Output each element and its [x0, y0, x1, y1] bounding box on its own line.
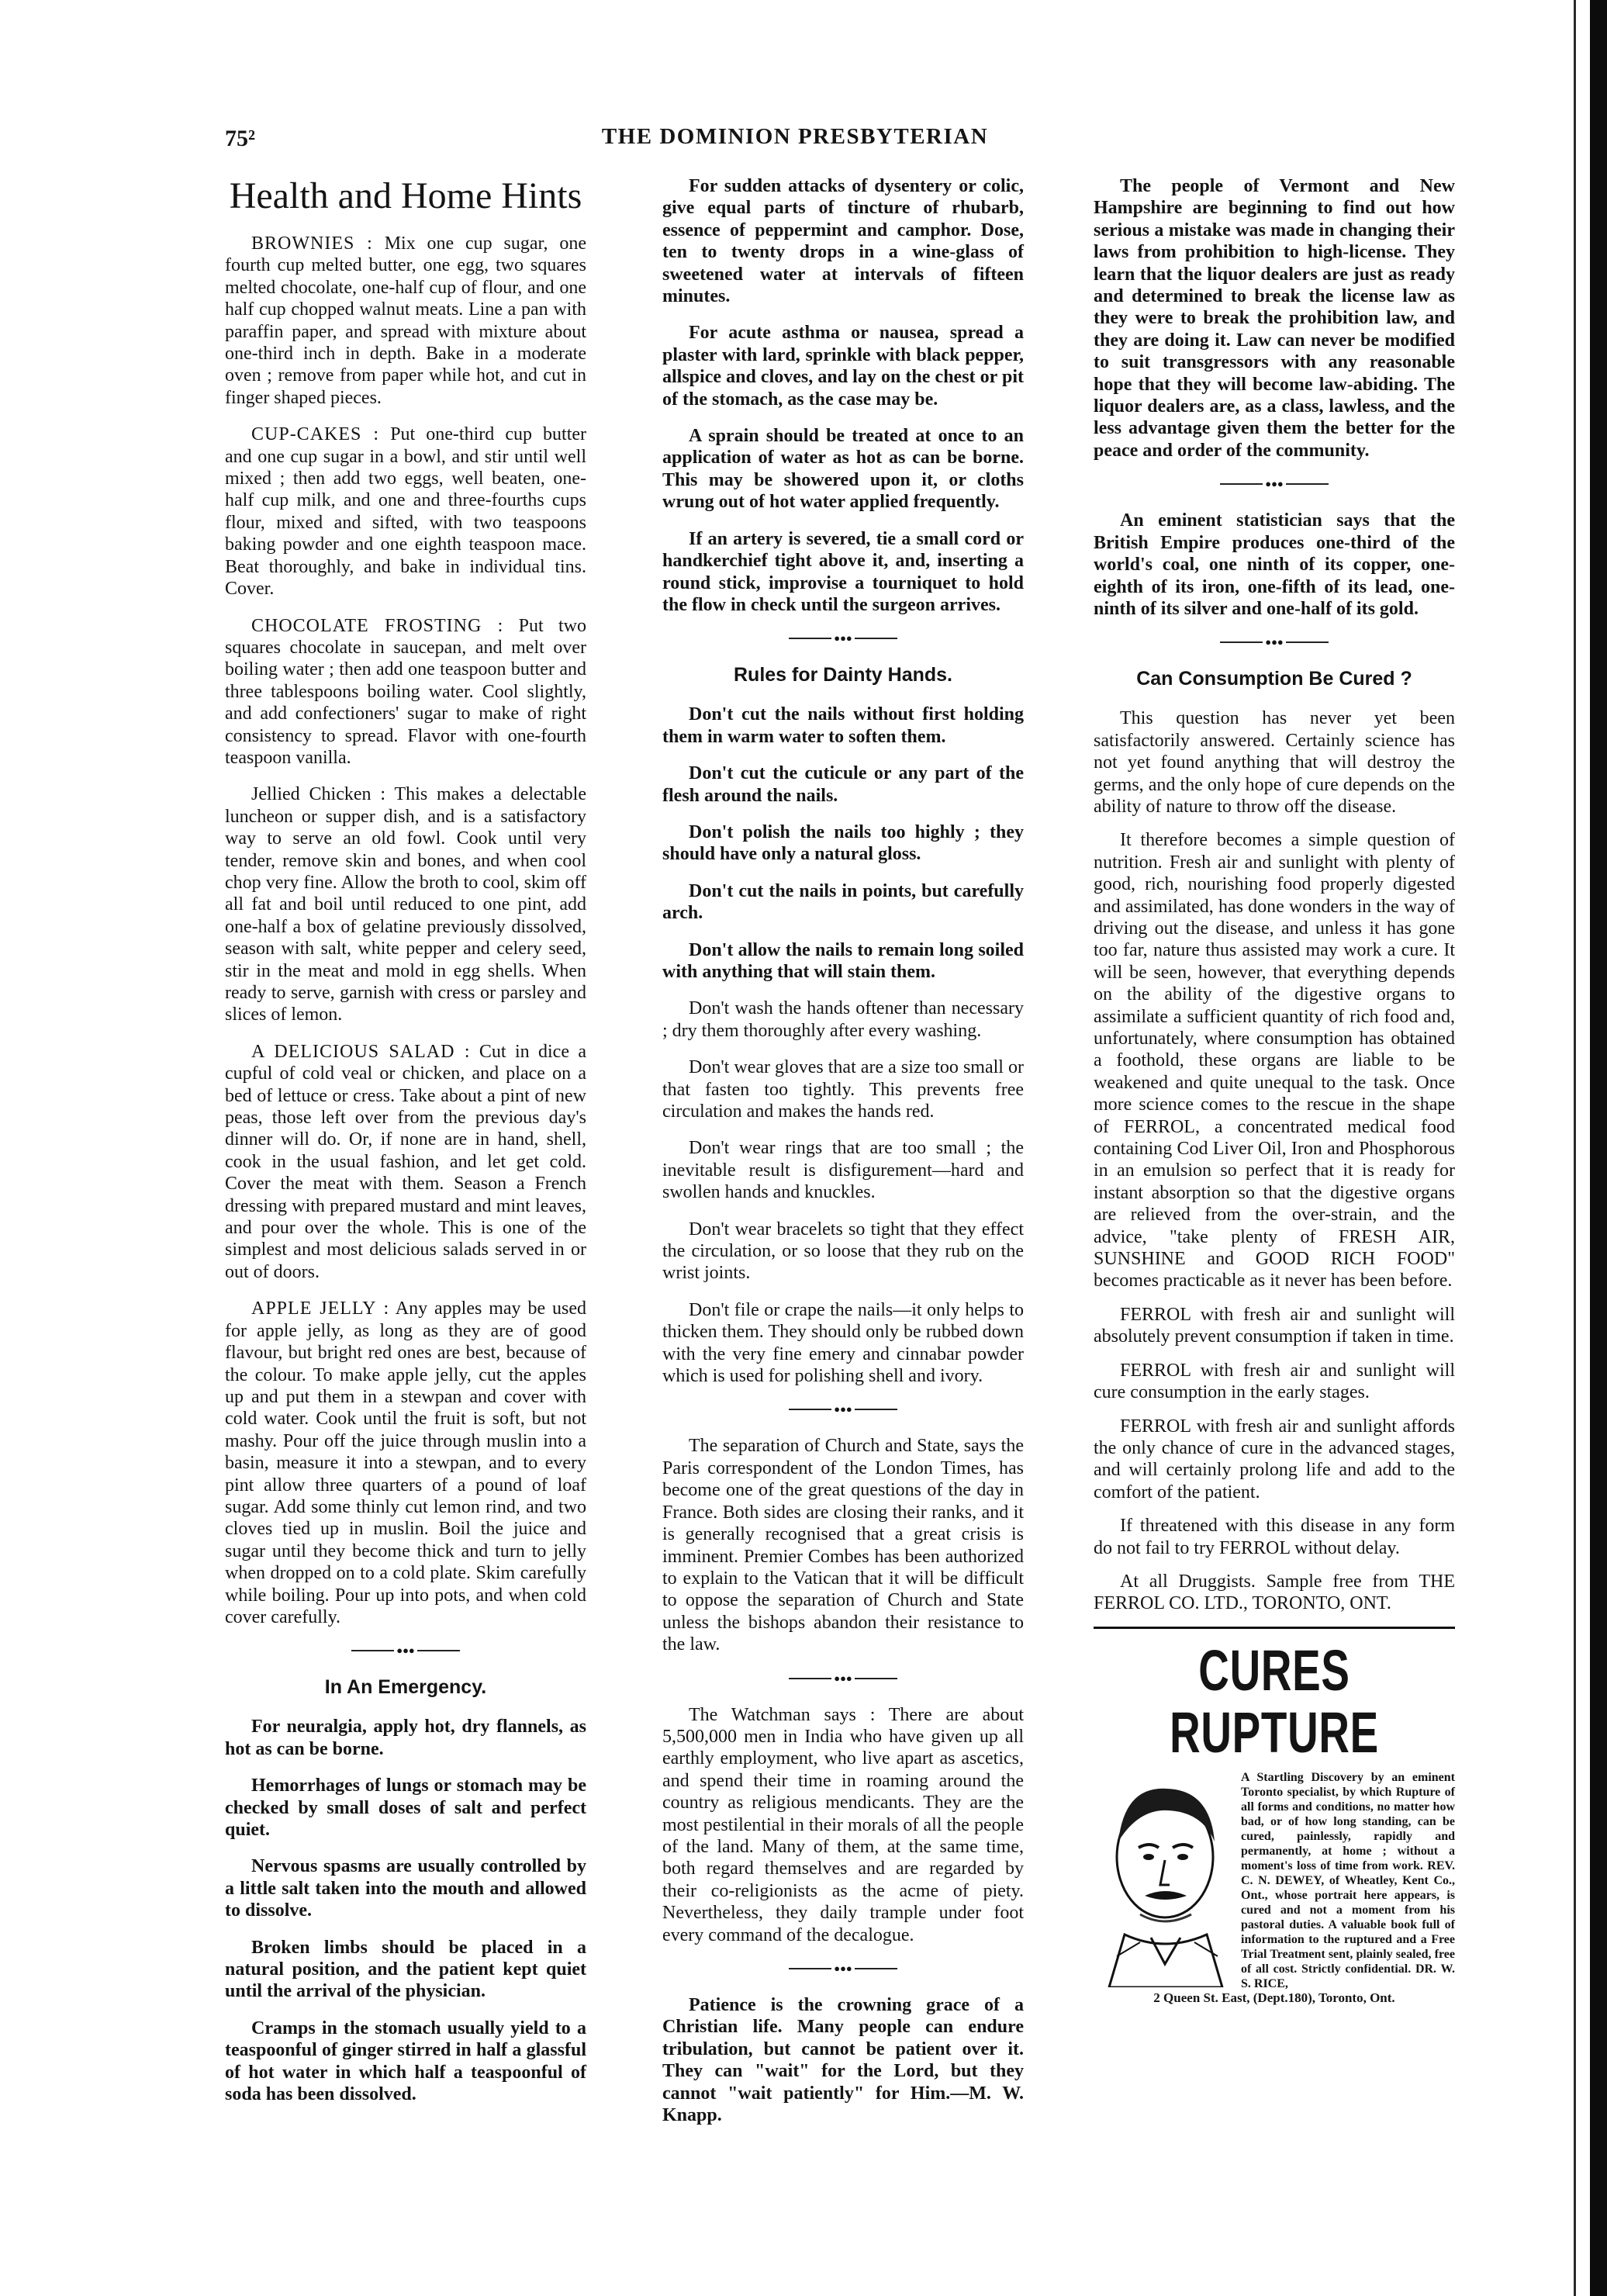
emergency-paragraph: If an artery is severed, tie a small cord or handkerchief tight above it, and, inserting a round stick, improvise a tourniquet to hold the flow in check until the surgeon arrives. — [662, 528, 1024, 615]
consumption-heading: Can Consumption Be Cured ? — [1136, 668, 1412, 690]
hands-rule: Don't allow the nails to remain long soiled with anything that will stain them. — [662, 939, 1024, 982]
emergency-paragraph: For sudden attacks of dysentery or colic, give equal parts of tincture of rhubarb, essence of peppermint and camphor. Dose, ten to twenty drops in a wine-glass of sweetened water at intervals of fifteen minutes. — [662, 176, 1024, 307]
emergency-paragraph: Hemorrhages of lungs or stomach may be checked by small doses of salt and perfect quiet. — [225, 1776, 586, 1840]
watchman-paragraph: The Watchman says : There are about 5,500,000 men in India who have given up all earthly employment, who live apart as ascetics, and spend their time in roaming around the country as religious mendicants. They are the most pestilential in their morals of all the people of the land. Many of them, at the same time, both regard themselves and are regarded by their co-religionists as the acme of piety. Nevertheless, they daily trample under foot every command of the decalogue. — [662, 1704, 1024, 1945]
running-title: THE DOMINION PRESBYTERIAN — [601, 124, 989, 149]
consumption-paragraph: It therefore becomes a simple question of nutrition. Fresh air and sunlight with plenty of good, rich, nourishing food properly digested and assimilated, has done wonders in the way of driving out the disease, and unless it has gone too far, nature thus assisted may work a cure. It will be seen, however, that everything depends on the ability of the digestive organs to assimilate a sufficient quantity of rich food and, unfortunately, where consumption has obtained a foothold, these organs are liable to be weakened and quite unequal to the task. Once more science comes to the rescue in the shape of FERROL, a concentrated medical food containing Cod Liver Oil, Iron and Phosphorous in an emulsion so perfect that it is ready for instant absorption so that the digestive organs are relieved from the over-strain, and the advice, "take plenty of FRESH AIR, SUNSHINE and GOOD RICH FOOD" becomes practicable as it never has been before. — [1094, 830, 1455, 1292]
newspaper-page — [225, 116, 1455, 2257]
hands-rule: Don't polish the nails too highly ; they should have only a natural gloss. — [662, 821, 1024, 865]
recipe-brownies: BROWNIES : Mix one cup sugar, one fourth cup melted butter, one egg, two squares melted chocolate, one-half cup of flour, and one half cup chopped walnut meats. Line a pan with paraffin paper, and spread with mixture about one-third inch in depth. Bake in a moderate oven ; remove from paper while hot, and cut in finger shaped pieces. — [225, 233, 587, 408]
consumption-paragraph: If threatened with this disease in any form do not fail to try FERROL without delay. — [1094, 1516, 1455, 1558]
consumption-paragraph: FERROL with fresh air and sunlight will absolutely prevent consumption if taken in time. — [1094, 1304, 1455, 1347]
statistician-paragraph: An eminent statistician says that the British Empire produces one-third of the world's coal, one ninth of its copper, one-eighth of its iron, one-fifth of its lead, one-ninth of its silver and one-half of its gold. — [1094, 510, 1455, 619]
recipe-chocolate-frosting: CHOCOLATE FROSTING : Put two squares chocolate in saucepan, and melt over boiling water ; then add one teaspoon butter and three tablespoons boiling water. Cool slightly, and add confectioners' sugar to make of right consistency to spread. Flavor with one-fourth teaspoon vanilla. — [225, 615, 587, 768]
column-1 — [225, 175, 586, 2120]
hands-rule: Don't cut the nails without first holding them in warm water to soften them. — [662, 704, 1024, 747]
hands-rule: Don't file or crape the nails—it only helps to thicken them. They should only be rubbed down with the very fine emery and cinnabar powder which is used for polishing shell and ivory. — [662, 1299, 1024, 1387]
divider-rule: ●●● — [789, 1963, 897, 1974]
emergency-paragraph: Nervous spasms are usually controlled by a little salt taken into the mouth and allowed to dissolve. — [225, 1856, 586, 1921]
page-edge-line — [1574, 0, 1576, 2296]
emergency-paragraph: For neuralgia, apply hot, dry flannels, as hot as can be borne. — [225, 1717, 586, 1759]
emergency-paragraph: Broken limbs should be placed in a natural position, and the patient kept quiet until the arrival of the physician. — [225, 1937, 586, 2002]
recipe-delicious-salad: A DELICIOUS SALAD : Cut in dice a cupful of cold veal or chicken, and place on a bed of lettuce or cress. Take about a pint of new peas, those left over from the previous day's dinner will do. Or, if none are in hand, shell, cook in the usual fashion, and let get cold. Cover the meat with them. Season a French dressing with prepared mustard and mint leaves, and pour over the whole. This is one of the simplest and most delicious salads served in or out of doors. — [225, 1041, 587, 1282]
patience-paragraph: Patience is the crowning grace of a Christian life. Many people can endure tribulation, but cannot be patient over it. They can "wait" for the Lord, but they cannot "wait patiently" for Him.—M. W. Knapp. — [662, 1995, 1024, 2126]
church-state-paragraph: The separation of Church and State, says the Paris correspondent of the London Times, has become one of the great questions of the day in France. Both sides are closing their ranks, and it is generally recognised that a great crisis is imminent. Premier Combes has been authorized to explain to the Vatican that it will be difficult to oppose the separation of Church and State unless the bishops abandon their resistance to the law. — [662, 1436, 1024, 1655]
column-2 — [662, 175, 1024, 2141]
hands-rule: Don't wear bracelets so tight that they effect the circulation, or so loose that they rub on the wrist joints. — [662, 1219, 1024, 1284]
emergency-heading: In An Emergency. — [324, 1676, 487, 1699]
consumption-paragraph: FERROL with fresh air and sunlight affords the only chance of cure in the advanced stages, and will certainly prolong life and add to the comfort of the patient. — [1094, 1416, 1455, 1502]
page-number: 75² — [225, 126, 255, 151]
consumption-paragraph: This question has never yet been satisfactorily answered. Certainly science has not yet found anything that will destroy the germs, and the only hope of cure depends on the ability of nature to throw off the disease. — [1094, 708, 1455, 817]
rupture-advertisement — [1094, 1637, 1455, 2006]
hands-rule: Don't cut the cuticule or any part of the flesh around the nails. — [662, 763, 1024, 806]
vermont-paragraph: The people of Vermont and New Hampshire are beginning to find out how serious a mistake was made in changing their laws from prohibition to high-license. They learn that the liquor dealers are just as ready and determined to break the license law as they were to break the prohibition law, and they are doing it. Law can never be modified to suit transgressors with any reasonable hope that they will become law-abiding. The liquor dealers are, as a class, lawless, and the less advantage given them the better for the peace and order of the community. — [1094, 176, 1455, 461]
divider-rule: ●●● — [351, 1645, 460, 1656]
recipe-apple-jelly: APPLE JELLY : Any apples may be used for apple jelly, as long as they are of good flavour, but bright red ones are best, because of the colour. To make apple jelly, cut the apples up and put them in a stewpan and cover with cold water. Cook until the fruit is soft, but not mashy. Pour off the juice through muslin into a basin, measure it into a stewpan, and to every pint allow three quarters of a pound of loaf sugar. Add some thinly cut lemon rind, and two cloves tied up in muslin. Boil the juice and sugar until they become thick and turn to jelly when dropped on to a cold plate. Skim carefully while boiling. Pour up into pots, and when cold cover carefully. — [225, 1298, 587, 1627]
ad-address: 2 Queen St. East, (Dept.180), Toronto, Ont. — [1153, 1990, 1395, 2005]
hands-rule: Don't wear gloves that are a size too small or that fasten too tightly. This prevents free circulation and makes the hands red. — [662, 1057, 1024, 1122]
hands-rule: Don't wash the hands oftener than necessary ; dry them thoroughly after every washing. — [662, 998, 1024, 1041]
emergency-paragraph: A sprain should be treated at once to an application of water as hot as can be borne. This may be showered upon it, or cloths wrung out of hot water applied frequently. — [662, 426, 1024, 513]
recipe-jellied-chicken: Jellied Chicken : This makes a delectable luncheon or supper dish, and is a satisfactory way to serve an old fowl. Cook until very tender, remove skin and bones, and when cool chop very fine. Allow the broth to cool, skim off all fat and boil until reduced to one pint, add one-half a box of gelatine previously dissolved, season with salt, white pepper and celery seed, stir in the meat and mold in egg shells. When ready to serve, garnish with cress or parsley and slices of lemon. — [225, 784, 586, 1025]
divider-rule: ●●● — [789, 1673, 897, 1684]
column-3 — [1094, 175, 1455, 2006]
dainty-hands-heading: Rules for Dainty Hands. — [734, 664, 952, 686]
consumption-paragraph: FERROL with fresh air and sunlight will cure consumption in the early stages. — [1094, 1360, 1455, 1403]
ad-text: A Startling Discovery by an eminent Toronto specialist, by which Rupture of all forms and conditions, no matter how bad, or of how long standing, can be cured, painlessly, rapidly and permanently, at home ; without a moment's loss of time from work. REV. C. N. DEWEY, of Wheatley, Kent Co., Ont., whose portrait here appears, is cured and not a moment from his pastoral duties. A valuable book full of information to the ruptured and a Free Trial Treatment sent, plainly sealed, free of all cost. Strictly confidential. DR. W. S. RICE, — [1241, 1770, 1455, 1990]
divider-rule: ●●● — [1220, 637, 1329, 648]
advertisement-rule — [1094, 1627, 1455, 1629]
consumption-paragraph: At all Druggists. Sample free from THE FERROL CO. LTD., TORONTO, ONT. — [1094, 1571, 1455, 1614]
ad-title: CURES RUPTURE — [1170, 1637, 1379, 1765]
hands-rule: Don't wear rings that are too small ; the inevitable result is disfigurement—hard and swollen hands and knuckles. — [662, 1138, 1024, 1203]
divider-rule: ●●● — [789, 633, 897, 644]
section-title: Health and Home Hints — [229, 175, 582, 216]
recipe-cup-cakes: CUP-CAKES : Put one-third cup butter and one cup sugar in a bowl, and stir until well mixed ; then add two eggs, well beaten, one-half cup milk, and one and three-fourths cups flour, mixed and sifted, with two teaspoons baking powder and one eighth teaspoon mace. Beat thoroughly, and bake in individual tins. Cover. — [225, 424, 587, 600]
emergency-paragraph: Cramps in the stomach usually yield to a teaspoonful of ginger stirred in half a glassful of hot water in which half a teaspoonful of soda has been dissolved. — [225, 2018, 586, 2105]
scan-edge — [1590, 0, 1607, 2296]
portrait-illustration — [1094, 1770, 1233, 1987]
divider-rule: ●●● — [789, 1404, 897, 1415]
emergency-paragraph: For acute asthma or nausea, spread a plaster with lard, sprinkle with black pepper, allspice and cloves, and lay on the chest or pit of the stomach, as the case may be. — [662, 323, 1024, 410]
divider-rule: ●●● — [1220, 479, 1329, 489]
hands-rule: Don't cut the nails in points, but carefully arch. — [662, 880, 1024, 924]
